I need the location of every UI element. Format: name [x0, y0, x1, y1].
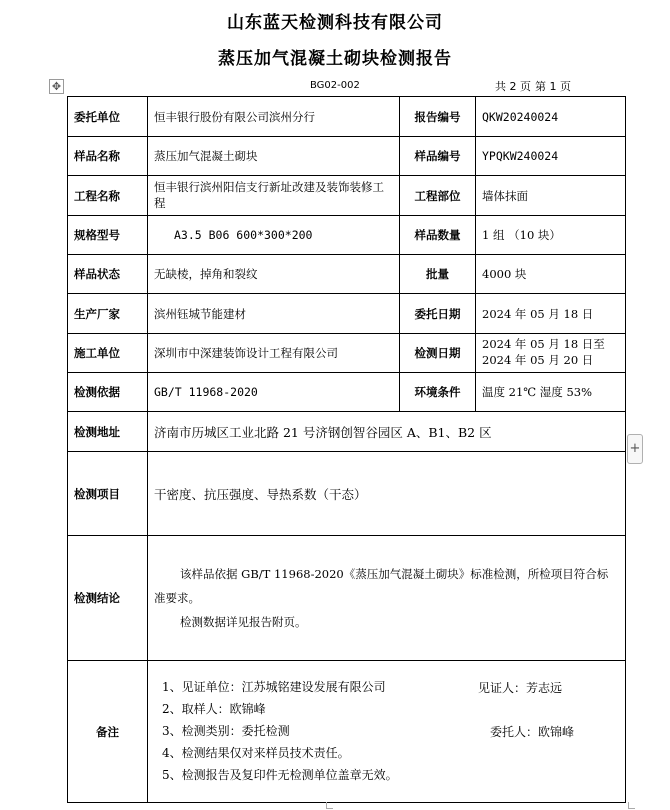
state-label: 样品状态	[68, 255, 148, 294]
table-row	[68, 373, 626, 412]
conclusion-text	[148, 536, 626, 661]
page-corner-mark	[326, 802, 333, 809]
basis-label: 检测依据	[68, 373, 148, 412]
company-name: 山东蓝天检测科技有限公司	[227, 13, 443, 33]
test-date-label: 检测日期	[400, 334, 476, 373]
env-label: 环境条件	[400, 373, 476, 412]
test-date-start: 2024 年 05 月 18 日至	[482, 337, 605, 352]
builder-label: 施工单位	[68, 334, 148, 373]
table-row	[68, 334, 626, 373]
sample-name-value: 蒸压加气混凝土砌块	[148, 137, 400, 176]
table-row	[68, 412, 626, 452]
maker-value: 滨州钰城节能建材	[148, 294, 400, 334]
builder-value: 深圳市中深建装饰设计工程有限公司	[148, 334, 400, 373]
batch-label: 批量	[400, 255, 476, 294]
state-value: 无缺棱，掉角和裂纹	[148, 255, 400, 294]
spec-label: 规格型号	[68, 216, 148, 255]
report-table	[67, 96, 626, 803]
sample-no-value: YPQKW240024	[476, 137, 626, 176]
report-no-value: QKW20240024	[476, 97, 626, 137]
table-row	[68, 176, 626, 216]
qty-label: 样品数量	[400, 216, 476, 255]
basis-value: GB/T 11968-2020	[148, 373, 400, 412]
page-current: 第 1 页	[535, 80, 571, 93]
table-row	[68, 294, 626, 334]
remark-1: 1、见证单位：江苏城铭建设发展有限公司	[162, 680, 386, 694]
move-handle-icon[interactable]: ✥	[49, 79, 64, 94]
items-value: 干密度、抗压强度、导热系数（干态）	[148, 452, 626, 536]
form-code: BG02-002	[310, 80, 360, 91]
page-corner-mark	[628, 802, 635, 809]
remark-3: 3、检测类别：委托检测	[162, 724, 290, 738]
maker-label: 生产厂家	[68, 294, 148, 334]
table-row	[68, 255, 626, 294]
test-date-end: 2024 年 05 月 20 日	[482, 353, 594, 367]
table-row	[68, 536, 626, 661]
conclusion-line-1: 该样品依据 GB/T 11968-2020《蒸压加气混凝土砌块》标准检测，所检项目符合标准要求。	[154, 567, 609, 605]
add-row-icon[interactable]: +	[627, 434, 643, 464]
test-date-value	[476, 334, 626, 373]
witness: 见证人：芳志远	[478, 681, 563, 695]
page-total: 共 2 页	[495, 80, 531, 93]
items-label: 检测项目	[68, 452, 148, 536]
client-label: 委托单位	[68, 97, 148, 137]
spec-value: A3.5 B06 600*300*200	[148, 216, 400, 255]
env-value: 温度 21℃ 湿度 53%	[476, 373, 626, 412]
conclusion-line-2: 检测数据详见报告附页。	[180, 615, 307, 629]
table-row	[68, 661, 626, 803]
table-row	[68, 97, 626, 137]
address-value: 济南市历城区工业北路 21 号济钢创智谷园区 A、B1、B2 区	[148, 412, 626, 452]
client-value: 恒丰银行股份有限公司滨州分行	[148, 97, 400, 137]
entrustor: 委托人：欧锦峰	[490, 725, 575, 739]
remarks-cell	[148, 661, 626, 803]
remarks-label: 备注	[68, 661, 148, 803]
sample-no-label: 样品编号	[400, 137, 476, 176]
entrust-date-value: 2024 年 05 月 18 日	[476, 294, 626, 334]
project-label: 工程名称	[68, 176, 148, 216]
table-row	[68, 137, 626, 176]
project-value: 恒丰银行滨州阳信支行新址改建及装饰装修工程	[148, 176, 400, 216]
remark-4: 4、检测结果仅对来样员技术责任。	[162, 746, 350, 760]
table-row	[68, 452, 626, 536]
address-label: 检测地址	[68, 412, 148, 452]
sample-name-label: 样品名称	[68, 137, 148, 176]
conclusion-label: 检测结论	[68, 536, 148, 661]
batch-value: 4000 块	[476, 255, 626, 294]
remark-5: 5、检测报告及复印件无检测单位盖章无效。	[162, 768, 398, 782]
qty-value: 1 组 （10 块）	[476, 216, 626, 255]
part-label: 工程部位	[400, 176, 476, 216]
report-no-label: 报告编号	[400, 97, 476, 137]
part-value: 墙体抹面	[476, 176, 626, 216]
table-row	[68, 216, 626, 255]
entrust-date-label: 委托日期	[400, 294, 476, 334]
page-indicator	[491, 78, 571, 94]
remarks-block	[148, 661, 625, 802]
report-title: 蒸压加气混凝土砌块检测报告	[218, 49, 452, 69]
remark-2: 2、取样人：欧锦峰	[162, 702, 266, 716]
